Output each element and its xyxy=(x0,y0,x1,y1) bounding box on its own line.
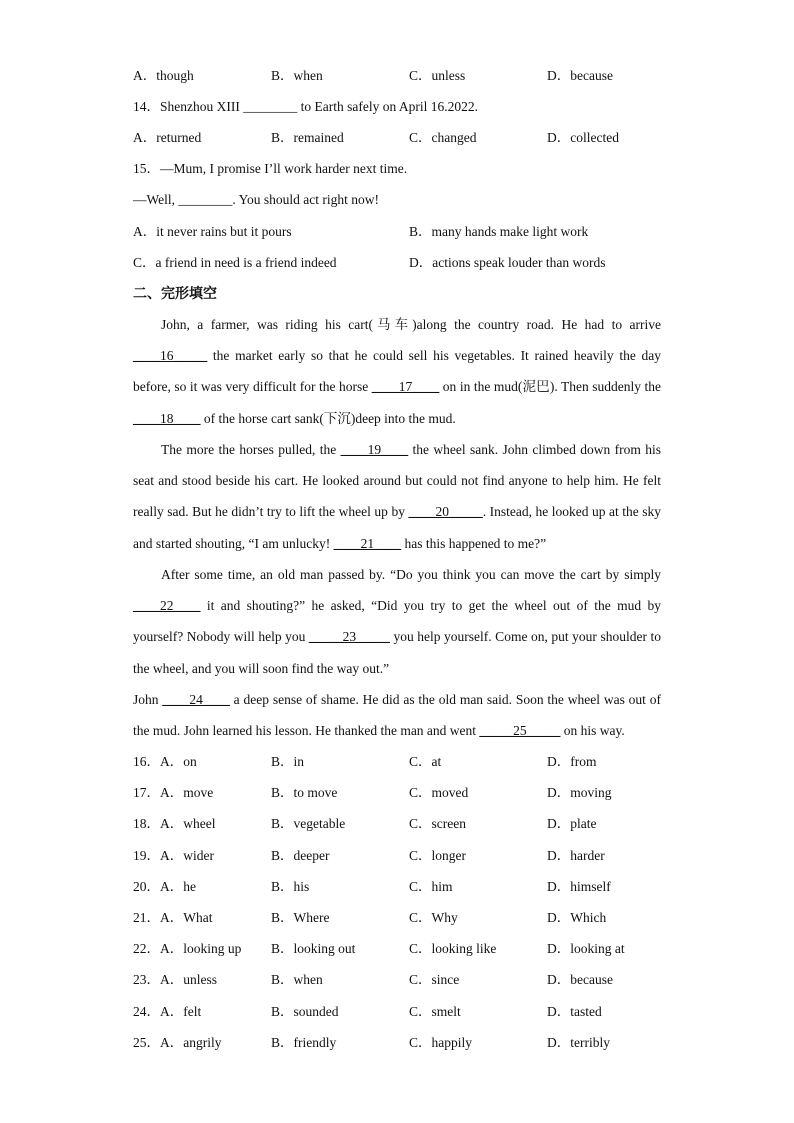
q22-option-a: 22．A．looking up xyxy=(133,941,242,956)
blank-18: ____18____ xyxy=(133,410,201,426)
q18-option-c: C．screen xyxy=(409,816,466,831)
q15-line2-after: . You should act right now! xyxy=(232,192,380,207)
q15-option-d: D．actions speak louder than words xyxy=(409,255,606,270)
q25-option-c: C．happily xyxy=(409,1035,472,1050)
q15-line1: 15．—Mum, I promise I’ll work harder next time. xyxy=(133,161,408,176)
q22-option-d: D．looking at xyxy=(547,941,625,956)
q19-option-d: D．harder xyxy=(547,848,605,863)
q13-option-c: C．unless xyxy=(409,68,466,83)
q16-option-c: C．at xyxy=(409,754,442,769)
q23-option-a: 23．A．unless xyxy=(133,972,217,987)
q17-option-b: B．to move xyxy=(271,785,338,800)
p4-text-b: a deep sense of shame. He did as the old man said. Soon the wheel was out of the mud. John learned his lesson. He thanked the man and went xyxy=(133,692,661,739)
q17-option-d: D．moving xyxy=(547,785,612,800)
q17-option-c: C．moved xyxy=(409,785,469,800)
q25-option-a: 25．A．angrily xyxy=(133,1035,222,1050)
q16-option-b: B．in xyxy=(271,754,305,769)
blank-21: ____21____ xyxy=(333,535,402,551)
q15-option-a: A．it never rains but it pours xyxy=(133,224,292,239)
q20-option-c: C．him xyxy=(409,879,453,894)
q23-option-d: D．because xyxy=(547,972,613,987)
q15-line2 xyxy=(133,191,663,209)
passage-paragraph-3 xyxy=(133,559,661,684)
q19-option-b: B．deeper xyxy=(271,848,330,863)
q21-option-b: B．Where xyxy=(271,910,330,925)
q24-option-d: D．tasted xyxy=(547,1004,602,1019)
q20-option-d: D．himself xyxy=(547,879,611,894)
blank-17: ____17____ xyxy=(371,379,440,395)
q18-option-d: D．plate xyxy=(547,816,597,831)
blank-20: ____20_____ xyxy=(408,504,483,520)
blank-24: ____24____ xyxy=(162,692,230,707)
q24-option-a: 24．A．felt xyxy=(133,1004,202,1019)
q14-stem-after: to Earth safely on April 16.2022. xyxy=(297,99,478,114)
p1-text-b: the market early so that he could sell his vegetables. It rained heavily the day before, so it was very difficult for the horse xyxy=(133,348,661,395)
q14-option-c: C．changed xyxy=(409,130,477,145)
q21-option-d: D．Which xyxy=(547,910,607,925)
q25-option-b: B．friendly xyxy=(271,1035,337,1050)
q20-option-a: 20．A．he xyxy=(133,879,196,894)
passage-paragraph-2 xyxy=(133,434,661,559)
blank-23: _____23_____ xyxy=(308,629,390,645)
q24-option-c: C．smelt xyxy=(409,1004,461,1019)
p3-text-c: you help yourself. Come on, put your shoulder to the wheel, and you will soon find the way out.” xyxy=(133,629,661,676)
q14-option-d: D．collected xyxy=(547,130,619,145)
q17-option-a: 17．A．move xyxy=(133,785,214,800)
q15-option-c: C．a friend in need is a friend indeed xyxy=(133,255,337,270)
q18-option-a: 18．A．wheel xyxy=(133,816,216,831)
p2-text-d: has this happened to me?” xyxy=(401,535,547,551)
q16-option-d: D．from xyxy=(547,754,597,769)
q14-stem xyxy=(133,98,663,116)
q23-option-c: C．since xyxy=(409,972,460,987)
q13-option-d: D．because xyxy=(547,68,613,83)
q20-option-b: B．his xyxy=(271,879,310,894)
p2-text-b: the wheel sank. John climbed down from his seat and stood beside his cart. He looked around but could not find anyone to help him. He felt really sad. But he didn’t try to lift the wheel up by xyxy=(133,442,661,520)
p2-text-c: . Instead, he looked up at the sky and started shouting, “I am unlucky! xyxy=(133,504,661,551)
q13-option-b: B．when xyxy=(271,68,323,83)
q24-option-b: B．sounded xyxy=(271,1004,339,1019)
passage-paragraph-1 xyxy=(133,309,661,434)
p4-text-c: on his way. xyxy=(560,723,625,739)
q21-option-a: 21．A．What xyxy=(133,910,213,925)
blank-16: ____16_____ xyxy=(133,348,208,364)
blank-22: ____22____ xyxy=(133,598,201,614)
q13-option-a: A．though xyxy=(133,68,194,83)
p1-text-a: John, a farmer, was riding his cart(马车)along the country road. He had to arrive xyxy=(161,317,661,332)
q15-line2-before: —Well, xyxy=(133,192,179,207)
passage-paragraph-4 xyxy=(133,684,661,746)
q25-option-d: D．terribly xyxy=(547,1035,610,1050)
q15-blank: ________ xyxy=(178,192,233,207)
q16-option-a: 16．A．on xyxy=(133,754,197,769)
section-title-cloze: 二、完形填空 xyxy=(133,286,217,302)
q22-option-c: C．looking like xyxy=(409,941,497,956)
q14-blank: ________ xyxy=(243,99,298,114)
blank-19: ____19____ xyxy=(340,442,409,457)
q23-option-b: B．when xyxy=(271,972,323,987)
p1-text-c: on in the mud(泥巴). Then suddenly the xyxy=(439,379,661,395)
p3-text-b: it and shouting?” he asked, “Did you try to get the wheel out of the mud by yourself? Nobody will help you xyxy=(133,598,661,645)
q14-option-a: A．returned xyxy=(133,130,202,145)
p1-text-d: of the horse cart sank(下沉)deep into the mud. xyxy=(200,410,456,426)
p3-text-a: After some time, an old man passed by. “Do you think you can move the cart by simply xyxy=(161,567,661,582)
q14-stem-before: 14．Shenzhou XIII xyxy=(133,99,244,114)
p4-text-a: John xyxy=(133,692,163,707)
p2-text-a: The more the horses pulled, the xyxy=(161,442,341,457)
blank-25: _____25_____ xyxy=(479,723,561,739)
q18-option-b: B．vegetable xyxy=(271,816,346,831)
q19-option-a: 19．A．wider xyxy=(133,848,214,863)
q19-option-c: C．longer xyxy=(409,848,466,863)
q15-option-b: B．many hands make light work xyxy=(409,224,589,239)
q22-option-b: B．looking out xyxy=(271,941,356,956)
q21-option-c: C．Why xyxy=(409,910,458,925)
q14-option-b: B．remained xyxy=(271,130,344,145)
